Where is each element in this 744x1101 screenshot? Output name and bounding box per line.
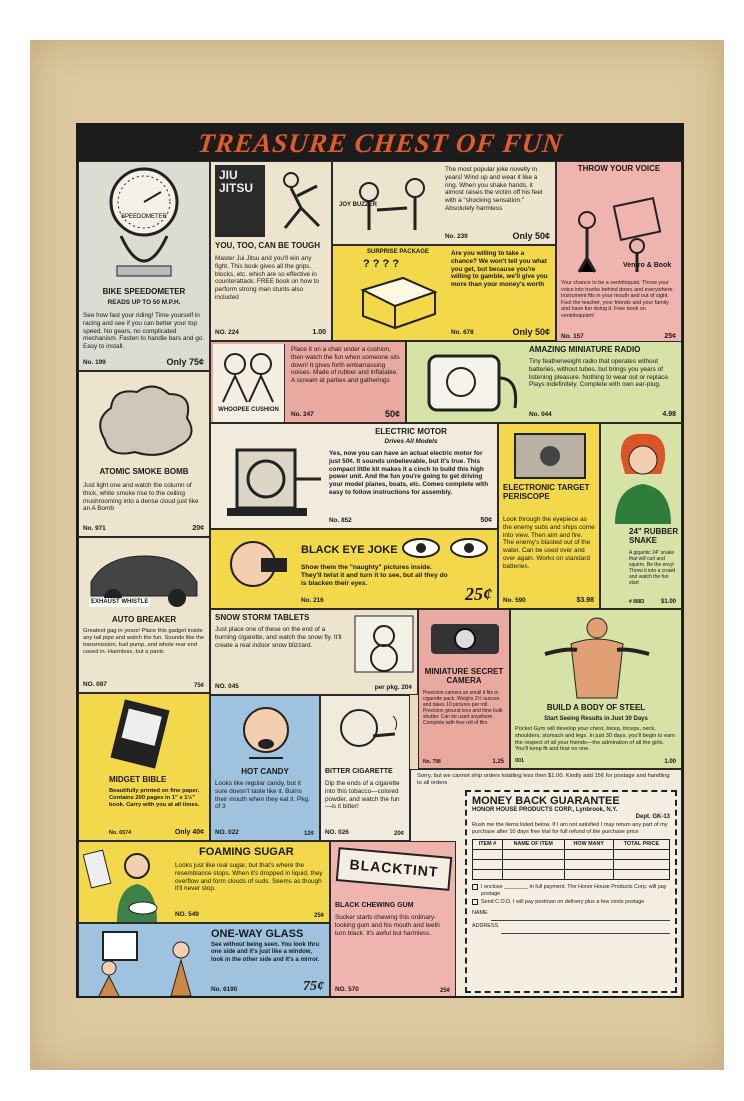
ad-title: BIKE SPEEDOMETER	[102, 287, 186, 296]
ad-title: FOAMING SUGAR	[199, 846, 294, 858]
ad-body: Your chance to be a ventriloquist. Throw your voice into trunks behind doors and everywhere. Instrument fits in your mouth and out of sight. Fool the teacher, your friends and your family and have fun doing it. Free book on ventriloquism!	[561, 280, 674, 319]
ad-price: 1.25	[492, 758, 504, 765]
cushion-label: WHOOPEE CUSHION	[218, 406, 279, 413]
ad-atomic-smoke-bomb	[78, 371, 210, 537]
ad-title: SNOW STORM TABLETS	[215, 613, 310, 622]
ad-body: See without being seen. You look thru one side and it's just like a window, look in the other side and it's a mirror.	[211, 942, 320, 963]
ad-price: 50¢	[384, 409, 400, 420]
eyes-icon	[397, 534, 493, 562]
whistle-label: EXHAUST WHISTLE	[89, 598, 150, 607]
ad-black-chewing-gum	[330, 841, 456, 998]
package-icon	[357, 272, 439, 330]
wrestlers-icon	[271, 168, 327, 238]
smoking-man-icon	[329, 700, 403, 766]
ad-body: Are you willing to take a chance? We won't tell you what you get, but because you're willing to gamble, we'll give you more than your money's worth	[451, 250, 548, 289]
order-table	[472, 839, 670, 880]
ad-body: Master Jui Jitsu and you'll win any fight. This book gives all the grips, blocks, etc. which are so effective in counterattack. FREE book on how to perform strong man stunts also included	[215, 255, 320, 302]
ad-title: AMAZING MINIATURE RADIO	[529, 345, 641, 354]
ad-hot-candy	[210, 695, 320, 841]
ad-number: No. 247	[291, 411, 314, 419]
name-field[interactable]	[491, 912, 670, 921]
name-label: NAME	[472, 909, 488, 916]
surprise-art-label: SURPRISE PACKAGE	[367, 249, 429, 255]
woman-snake-icon	[605, 428, 679, 524]
address-row	[472, 923, 670, 936]
name-row	[472, 910, 670, 923]
ad-number: No. 6190	[211, 986, 238, 994]
title-banner	[78, 125, 682, 161]
rush-text: Rush me the items listed below. If I am not satisfied I may return any part of my purchase after 10 days free trial for full refund of the purchase price	[472, 821, 668, 835]
enclose-checkbox[interactable]	[472, 884, 478, 890]
ad-body: Looks just like real sugar, but that's where the resemblance stops. When it's dropped in liquid, they overflow and form clouds of suds. Seems as though it'll never stop.	[175, 862, 323, 893]
ad-number: No. 590	[503, 597, 526, 605]
periscope-icon	[505, 428, 595, 484]
ad-number: NO. 087	[83, 681, 107, 689]
ad-title: AUTO BREAKER	[111, 615, 177, 624]
ad-title: ELECTRONIC TARGET PERISCOPE	[503, 483, 590, 501]
ad-price: 1.00	[312, 329, 326, 337]
col-total: TOTAL PRICE	[613, 840, 669, 850]
ad-body: Greatest gag in years! Place this gadget inside any tail pipe and watch the fun. Sounds like the transmission, fuel pump, and whole rear end caved in. Harmless, but a panic	[83, 628, 205, 656]
ad-body: Look through the eyepiece as the enemy subs and ships come into view. Then aim and fire. The enemy's blasted out of the water. Can be used over and over again. Works on standard batteries.	[503, 516, 595, 570]
speedometer-icon	[101, 166, 187, 284]
ad-body: Just place one of these on the end of a burning cigarette, and watch the snow fly. It'll create a real indoor snow blizzard.	[215, 626, 342, 649]
ad-rubber-snake	[600, 423, 682, 609]
ad-number: No. 199	[83, 359, 106, 367]
radio-icon	[415, 348, 525, 420]
ad-title: ATOMIC SMOKE BOMB	[99, 467, 189, 476]
snowman-icon	[353, 614, 415, 674]
ad-title: BLACK EYE JOKE	[301, 544, 398, 556]
ad-number: NO. 045	[215, 683, 239, 691]
ad-joy-buzzer	[332, 161, 556, 245]
bible-book-icon	[99, 698, 179, 772]
ad-price: 4.98	[662, 411, 676, 419]
address-label: ADDRESS	[472, 922, 499, 929]
col-name: NAME OF ITEM	[502, 840, 564, 850]
ad-body: Just light one and watch the column of thick, white smoke rise to the ceiling mushrooming into a dense cloud just like an A Bomb	[83, 482, 199, 513]
ad-number: No. 6574	[109, 830, 132, 837]
ad-body: Beautifully printed on fine paper. Contains 200 pages in 1" x 1½" book. Carry with you at all times.	[109, 788, 200, 809]
ad-number: 001	[515, 758, 524, 765]
camera-icon	[425, 616, 505, 660]
ad-title: MINIATURE SECRET CAMERA	[424, 667, 504, 685]
ad-surprise-package	[332, 245, 556, 341]
cod-checkbox[interactable]	[472, 899, 478, 905]
ad-price: Only 75¢	[166, 357, 204, 368]
ventro-label: Ventro & Book	[623, 262, 672, 269]
ad-body: Yes, now you can have an actual electric motor for just 50¢. It sounds unbelievable, but it's true. This compact little kit makes it a cinch to build this high power unit. And the fun you're going to get driving your model planes, boats, etc. Comes complete with easy to follow instructions for assembly.	[329, 450, 489, 497]
svg-text:SPEEDOMETER: SPEEDOMETER	[120, 214, 168, 220]
buzzer-art-label: JOY BUZZER	[339, 202, 377, 208]
ad-number: No. 678	[451, 329, 474, 337]
ad-body: Precision camera so small it fits in cigarette pack. Weighs 2½ ounces and takes 10 pictures per roll. Precision ground lens and time bulb shutter. Can be used anywhere. Complete with free roll of film	[423, 690, 503, 727]
ad-body: The most popular joke novelty in years! Wind up and wear it like a ring. When you shake hands, it almost raises the victim off his feet with a "shocking sensation." Absolutely harmless	[445, 166, 543, 213]
ad-body-of-steel	[510, 609, 682, 769]
ad-title: ELECTRIC MOTOR	[375, 427, 447, 436]
ad-price: 25¢	[664, 333, 676, 341]
ad-number: NO. 224	[215, 329, 239, 337]
ad-price: Only 50¢	[512, 327, 550, 338]
ad-title: BLACK CHEWING GUM	[335, 902, 414, 909]
enclose-option	[472, 884, 670, 897]
ad-number: No. 157	[561, 333, 584, 341]
ad-title: YOU, TOO, CAN BE TOUGH	[215, 241, 321, 250]
strongman-icon	[537, 614, 657, 700]
ad-black-eye-joke	[210, 529, 498, 609]
order-table-header	[473, 840, 670, 850]
ad-body: Sucker starts chewing this ordinary-looking gum and his mouth and teeth turn black. It's awful but harmless.	[335, 914, 440, 937]
ad-number: # 8883	[629, 598, 645, 605]
page-title: TREASURE CHEST OF FUN	[196, 127, 565, 158]
ad-price: 1.00	[664, 758, 676, 765]
ad-price: 12¢	[303, 830, 314, 837]
ad-price: $1.00	[660, 598, 676, 605]
enclose-text: I enclose ________ in full payment. The Honor House Products Corp. will pay postage	[481, 883, 667, 897]
ad-secret-camera	[418, 609, 510, 769]
ad-body: Pocket Gym will develop your chest, bicep, triceps, neck, shoulders, stomach and legs. In just 30 days, you'll begin to earn the respect of all your friends—the admiration of all the girls. You'll keep fit and fear no one.	[515, 726, 676, 753]
ad-target-periscope	[498, 423, 600, 609]
jujitsu-book-art: JIU JITSU	[215, 165, 265, 237]
order-row[interactable]	[473, 859, 670, 869]
ad-price: 20¢	[393, 830, 404, 837]
ad-title: BUILD A BODY OF STEEL	[546, 703, 646, 712]
ad-body: A gigantic 24" snake that will curl and squirm. Be the envy! Throw it into a crowd and watch the fun start	[629, 550, 676, 587]
ad-number: No. 044	[529, 411, 552, 419]
ad-body: Tiny featherweight radio that operates without batteries, without tubes, but brings you years of listening pleasure. Nothing to wear out or replace. Plays indefinitely. Complete with own ear-plug.	[529, 358, 670, 389]
motor-icon	[217, 430, 327, 524]
order-row[interactable]	[473, 869, 670, 879]
sugar-man-icon	[83, 844, 173, 922]
col-how-many: HOW MANY	[564, 840, 613, 850]
ad-body: Dip the ends of a cigarette into this tobacco—colored powder, and watch the fun—is it bitter!	[325, 780, 400, 811]
ad-number: No. 239	[445, 233, 468, 241]
man-viewer-icon	[217, 534, 297, 606]
ad-title: BITTER CIGARETTE	[325, 768, 393, 775]
ad-price: Only 50¢	[512, 231, 550, 242]
spy-window-icon	[83, 926, 203, 998]
ad-body: Show them the "naughty" pictures inside. They'll twist it and turn it to see, but all they do is blacken their eyes.	[301, 564, 448, 588]
ad-auto-breaker	[78, 537, 210, 693]
ad-price: 75¢	[303, 978, 324, 994]
ad-price: $3.98	[576, 597, 594, 605]
ad-number: No. 216	[301, 597, 324, 605]
ad-number: NO. 570	[335, 986, 359, 994]
guarantee-title: MONEY BACK GUARANTEE	[472, 795, 620, 807]
hot-candy-face-icon	[229, 700, 303, 766]
ad-price: 75¢	[193, 682, 204, 689]
ad-electric-motor	[210, 423, 498, 529]
ad-number: NO. 026	[325, 829, 349, 837]
ad-price: 25¢	[313, 912, 324, 919]
ad-number: No. 798	[423, 758, 441, 765]
ad-price: 20¢	[192, 525, 204, 533]
ad-subtitle: Drives All Models	[384, 438, 438, 445]
ad-page	[76, 123, 684, 998]
ad-whoopee-cushion	[210, 341, 406, 423]
ad-body: See how fast your riding! Time yourself in racing and see if you can better your top speed. No gears, no complicated mechanism. Fasten to handle bars and go. Easy to install.	[83, 312, 205, 351]
ad-subtitle: READS UP TO 50 M.P.H.	[107, 298, 181, 306]
ad-body: Looks like regular candy, but it sure doesn't taste like it. Burns their mouth when they eat it. Pkg. of 3	[215, 780, 310, 811]
ad-throw-voice	[556, 161, 682, 345]
ad-number: NO. 022	[215, 829, 239, 837]
ad-number: No. 852	[329, 517, 352, 525]
ad-price: Only 40¢	[174, 829, 204, 837]
address-field[interactable]	[501, 925, 670, 934]
ad-bitter-cigarette	[320, 695, 410, 841]
ad-price: per pkg. 20¢	[374, 684, 412, 692]
dept-code: Dept. GK-13	[635, 814, 670, 821]
ad-price: 25¢	[439, 987, 450, 994]
ad-price: 25¢	[465, 584, 492, 605]
ad-foaming-sugar	[78, 841, 330, 923]
ad-midget-bible	[78, 693, 210, 841]
ad-title: ONE-WAY GLASS	[211, 928, 304, 940]
col-item: ITEM #	[473, 840, 503, 850]
order-row[interactable]	[473, 849, 670, 859]
cod-option	[472, 899, 670, 906]
minimum-order-notice: Sorry, but we cannot ship orders totalling less then $1.00. Kindly add 15¢ for postage and handling to all orders	[417, 773, 670, 787]
ad-title: 24" RUBBER SNAKE	[629, 527, 679, 545]
question-marks: ? ? ? ?	[363, 258, 400, 270]
company-name: HONOR HOUSE PRODUCTS CORP., Lynbrook, N.Y.	[472, 807, 618, 814]
couple-icon	[213, 344, 283, 404]
ad-price: 50¢	[480, 517, 492, 525]
ad-number: No. 971	[83, 525, 106, 533]
ad-body: Place it on a chair under a cushion, then watch the fun when someone sits down! It gives forth embarrassing noises. Made of rubber and inflatable. A scream at parties and gatherings	[291, 346, 400, 385]
ad-snow-tablets	[210, 609, 418, 695]
ad-subtitle: Start Seeing Results in Just 30 Days	[544, 716, 648, 722]
ad-jujitsu	[210, 161, 332, 341]
ad-miniature-radio	[406, 341, 682, 423]
ad-title: THROW YOUR VOICE	[577, 164, 661, 173]
ad-one-way-glass	[78, 923, 330, 998]
ad-speedometer	[78, 161, 210, 371]
cushion-art	[213, 344, 285, 422]
cod-text: Send C.O.D. I will pay postman on delivery plus a few cents postage	[481, 899, 645, 906]
smoke-cloud-icon	[89, 380, 201, 464]
ad-title: MIDGET BIBLE	[109, 775, 167, 784]
blacktint-pack: BLACKTINT	[336, 847, 453, 891]
ad-number: NO. 549	[175, 911, 199, 919]
ad-title: HOT CANDY	[241, 767, 289, 776]
